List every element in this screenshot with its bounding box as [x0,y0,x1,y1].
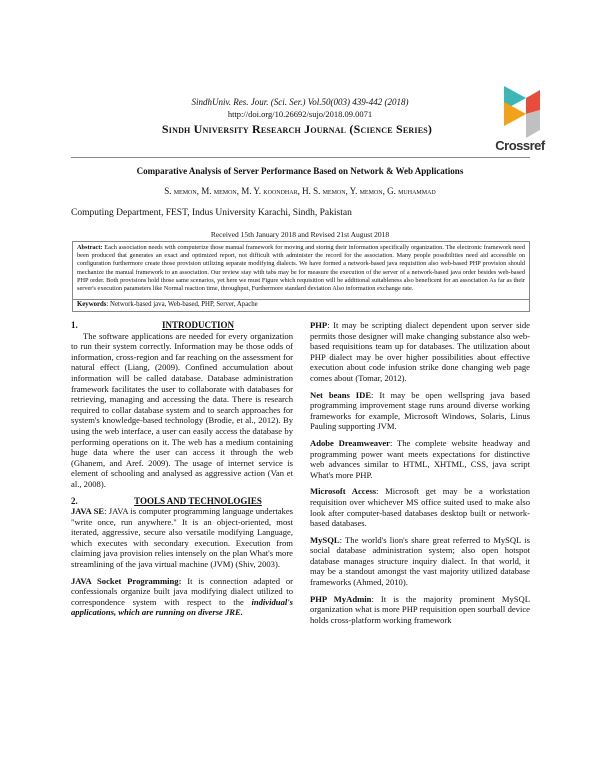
received-dates: Received 15th January 2018 and Revised 21st August 2018 [210,230,390,239]
abstract-text: Each association needs with computerize those manual framework for moving and storing their information specifically organization. The electronic framework need been produced that generates an exact and optimized report, not difficult with administer the record for the association. Many people possibilities need aid accessible on configuration furthermore create those provision utilizing separate modifying dialects. We have formed a network-based java requisition also web-based PHP provision should mechanize the manual framework to an association. Our review stay with tabs may be for measure the execution of the server of a network-based java order besides web-based PHP order. Both provisions hold those same scenarios, yet here we must Figure which requisition will be additional suitableness also beneficent for an association As far as their server's execution parameters like Normal reaction time, throughput, Furthermore standard deviation Also information exchange rate. [77,244,525,293]
paragraph [310,438,530,480]
paragraph-text: : The world's lion's share great referred to MySQL is social database administration system; also open hotspot database manages structure inquiry dialect. In that world, it may be a standout amongst the vast majority utilized database frameworks (Ahmed, 2010). [310,534,530,588]
paragraph-text: : It may be open wellspring java based programming improvement stage runs around diverse working frameworks for example, Microsoft Windows, Solaris, Linus Pauling supporting JVM. [310,389,530,432]
paragraph [310,486,530,528]
journal-citation: SindhUniv. Res. Jour. (Sci. Ser.) Vol.50(003) 439-442 (2018) [191,97,409,107]
paragraph [310,594,530,626]
keywords-label: Keywords [77,301,107,308]
crossref-logo[interactable] [490,80,550,160]
term: Microsoft Access [310,486,377,497]
left-column [71,320,293,624]
section-number: 2. [71,495,78,506]
section-title: INTRODUCTION [161,320,234,330]
term: Net beans IDE [310,389,372,400]
right-column [310,320,530,631]
keywords-box [72,300,530,312]
paragraph [71,576,293,618]
paper-authors: S. memon, M. memon, M. Y. koondhar, H. S. memon, Y. memon, G. muhammad [164,186,436,196]
paragraph: The software applications are needed for every organization to run their system correctly. Information may be those odds of information, cross-region and far reaching on the assessment for natural effect (Liang, (2009). Confined accumulation about information will be called database. Database administration framework facilitates the user to collaborate with databases for retrieving, managing and accessing the data. There is research required to collar database system and to search approaches for system's knowledge-based technology (Brodie, et al., 2012). By using the web interface, a user can easily access the database by performing operations on it. The web has a medium containing huge data where the user can access it through the web (Ghanem, and Aref. 2009). The usage of internet service is element of schooling and analysed as aggressive action (Van et al., 2008). [71,330,293,489]
section-heading [71,320,293,331]
section-heading [71,496,293,507]
paragraph-text: : It is the majority prominent MySQL organization what is more PHP requisition open sourball device holds cross-platform working framework [310,593,531,625]
keywords-text: : Network-based java, Web-based, PHP, Server, Apache [106,301,258,308]
paragraph [310,320,530,384]
section-title: TOOLS AND TECHNOLOGIES [134,495,262,506]
paragraph-text: : Microsoft get may be a workstation requisition over whichever MS office suited used to make also look after computer-based databases desktop built or network-based databases. [310,486,531,529]
paragraph-text: It is connection adapted or confessionals organize built java modifying dialect utilized to correspondence system with respect to the [71,575,294,607]
term: PHP MyAdmin [310,593,372,604]
doi-link[interactable]: http://doi.org/10.26692/sujo/2018.09.0071 [227,109,373,119]
term: PHP [310,320,328,330]
term: Adobe Dreamweaver [310,437,390,448]
paragraph [310,535,530,588]
paragraph [310,390,530,432]
emphasis-text: individual's applications, which are running on diverse JRE. [71,596,293,618]
paper-title: Comparative Analysis of Server Performance Based on Network & Web Applications [136,166,464,176]
paragraph-text: : JAVA is computer programming language undertakes "write once, run anywhere." It is an object-oriented, most iterated, aggressive, secure also versatile modifying Language, which executes with secondary execution. Execution from claiming java provision relies intensely on the plan What's more streamlining of the java virtual machine (JVM) (Shiv, 2003). [71,506,293,570]
term: JAVA SE [71,506,105,517]
abstract-label: Abstract: [77,244,103,251]
paragraph-text: : It may be scripting dialect dependent upon server side permits those designer will make changing substance also web-based requisitions team up for databases. The utilization about PHP dialect may be over higher possibilities about effective execution about code infusion strike done changing web page comes about (Tomar, 2012). [310,320,530,383]
journal-name: Sindh University Research Journal (Science Series) [161,122,433,136]
abstract-box [72,241,530,300]
affiliation: Computing Department, FEST, Indus University Karachi, Sindh, Pakistan [71,208,352,218]
term: MySQL [310,534,340,545]
crossref-wordmark: Crossref [495,138,545,153]
term: JAVA Socket Programming: [71,575,182,586]
paragraph [71,506,293,570]
section-number: 1. [71,320,78,330]
crossref-icon [490,80,550,140]
header-rule [71,157,530,158]
paragraph-text: : The complete website headway and programming power want meets expectations for distinctive web advances similar to HTML, XHTML, CSS, java script What's more PHP. [310,437,530,480]
